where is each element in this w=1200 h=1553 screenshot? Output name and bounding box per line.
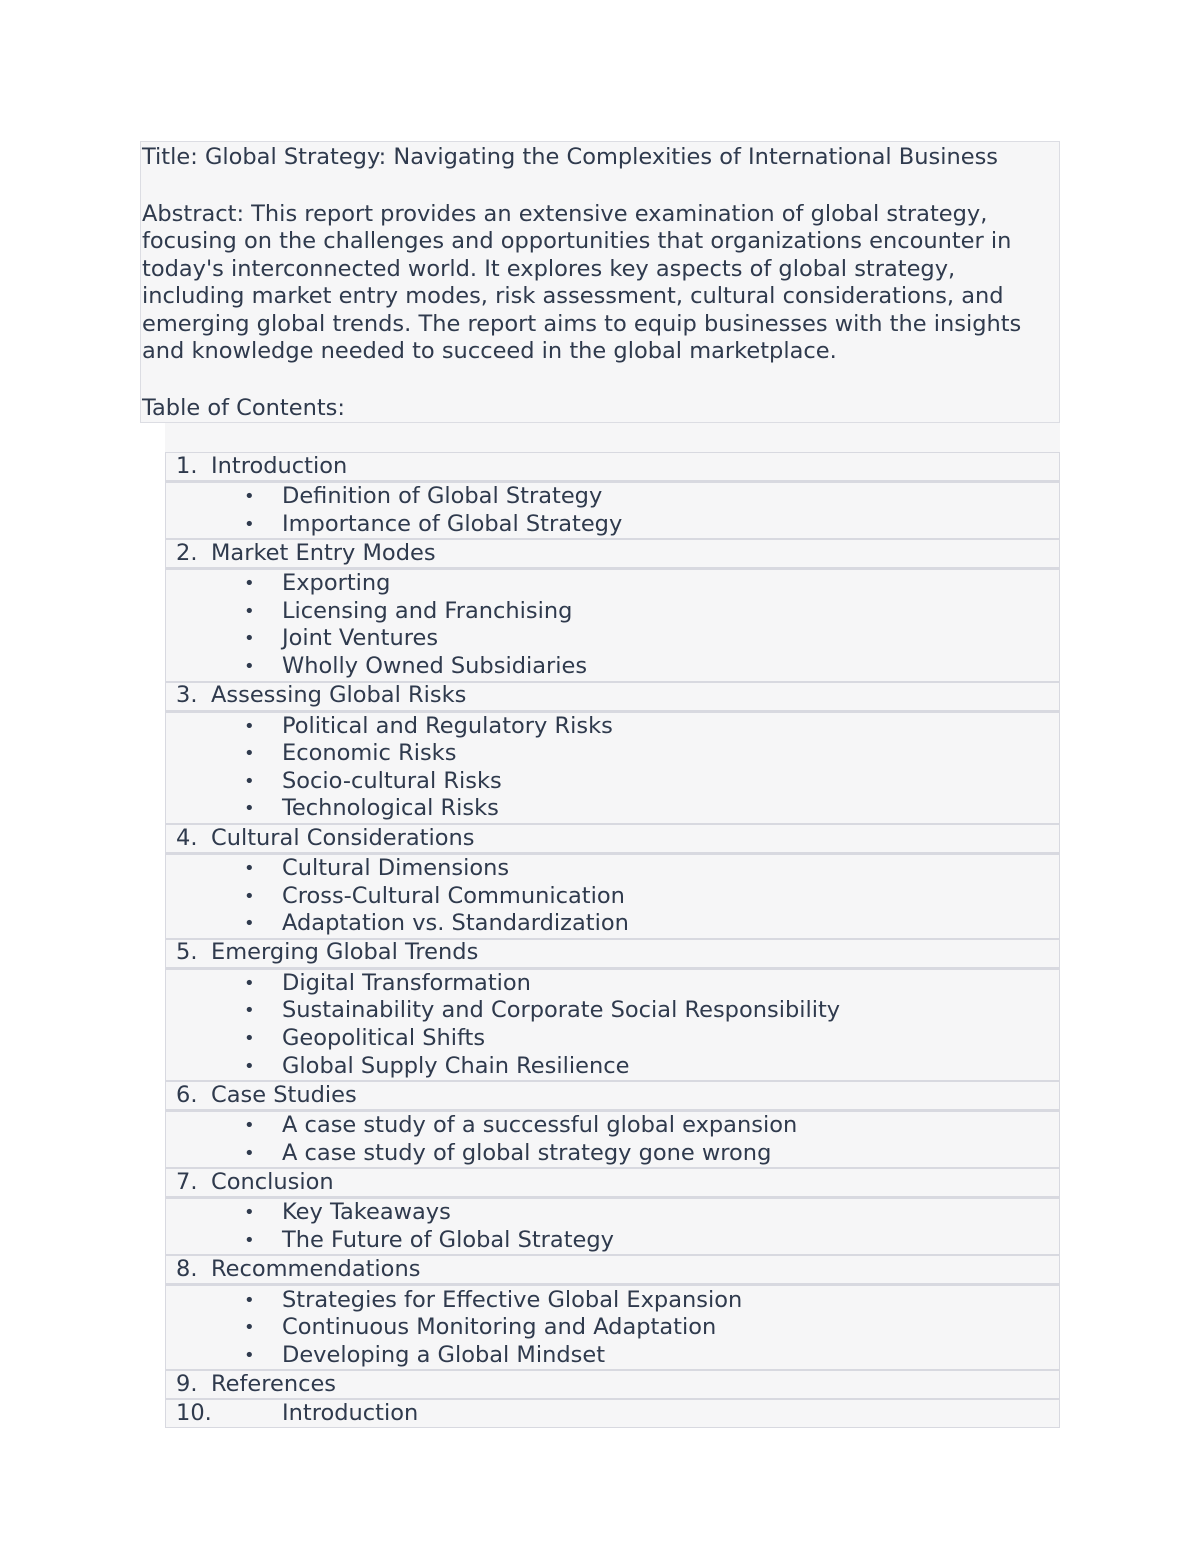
toc-subitem-label: Global Supply Chain Resilience: [282, 1052, 630, 1079]
toc-item-label: Market Entry Modes: [211, 539, 436, 566]
toc-subitem: [166, 883, 1059, 911]
bullet-icon: •: [244, 1202, 255, 1224]
bullet-icon: •: [244, 770, 255, 792]
toc-subitem: [166, 483, 1059, 511]
toc-item-label: Conclusion: [211, 1169, 334, 1196]
document-body: [140, 141, 1060, 1428]
toc-subitem-label: Importance of Global Strategy: [282, 510, 623, 537]
toc-subitem: [166, 1199, 1059, 1227]
toc-subitem-label: Socio-cultural Risks: [282, 767, 502, 794]
toc-subitem: [166, 1342, 1059, 1370]
toc-subitem-label: Adaptation vs. Standardization: [282, 910, 629, 937]
toc-item-label: Case Studies: [211, 1081, 357, 1108]
abstract-paragraph: Abstract: This report provides an extensive examination of global strategy, focusing on the challenges and opportunities that organizations encounter in today's interconnected world. It explores key aspects of global strategy, including market entry modes, risk assessment, cultural considerations, and emerging global trends. The report aims to equip businesses with the insights and knowledge needed to succeed in the global marketplace.: [142, 200, 1022, 364]
toc-item-6: [165, 1081, 1060, 1110]
bullet-icon: •: [244, 913, 255, 935]
toc-item-number: 1.: [176, 452, 198, 479]
toc-item-label: Recommendations: [211, 1256, 421, 1283]
toc-item-5: [165, 939, 1060, 968]
toc-subitem: [166, 1053, 1059, 1081]
toc-subitem-list: [165, 568, 1060, 681]
toc-subitem-label: Strategies for Effective Global Expansion: [282, 1286, 743, 1313]
toc-item-label: Introduction: [282, 1400, 419, 1426]
paragraph-gap: [142, 366, 1059, 395]
bullet-icon: •: [244, 628, 255, 650]
toc-subitem: [166, 1025, 1059, 1053]
toc-item-label: Introduction: [211, 452, 348, 479]
toc-item-10: [165, 1399, 1060, 1428]
toc-subitem-list: [165, 853, 1060, 939]
toc-spacer: [165, 423, 1060, 452]
toc-subitem: [166, 1140, 1059, 1168]
toc-subitem-list: [165, 968, 1060, 1081]
toc-subitem: [166, 1227, 1059, 1255]
toc-item-number: 2.: [176, 539, 198, 566]
toc-subitem-list: [165, 1110, 1060, 1168]
toc-item-number: 5.: [176, 939, 198, 966]
toc-subitem-label: Wholly Owned Subsidiaries: [282, 653, 588, 680]
toc-subitem-label: Digital Transformation: [282, 969, 531, 996]
toc-item-label: Cultural Considerations: [211, 824, 475, 851]
toc-item-number: 8.: [176, 1256, 198, 1283]
toc-subitem: [166, 1112, 1059, 1140]
bullet-icon: •: [244, 513, 255, 535]
toc-subitem-list: [165, 711, 1060, 824]
bullet-icon: •: [244, 1289, 255, 1311]
toc-item-number: 6.: [176, 1081, 198, 1108]
toc-subitem: [166, 740, 1059, 768]
toc-subitem-label: Licensing and Franchising: [282, 597, 573, 624]
toc-item-number: 9.: [176, 1371, 198, 1397]
bullet-icon: •: [244, 798, 255, 820]
toc-subitem-label: Joint Ventures: [282, 625, 439, 652]
table-of-contents: [165, 423, 1060, 1428]
bullet-icon: •: [244, 743, 255, 765]
toc-subitem-label: Continuous Monitoring and Adaptation: [282, 1314, 717, 1341]
toc-subitem-label: Sustainability and Corporate Social Responsibility: [282, 997, 841, 1024]
toc-subitem: [166, 910, 1059, 938]
bullet-icon: •: [244, 1317, 255, 1339]
toc-item-number: 7.: [176, 1169, 198, 1196]
toc-subitem: [166, 1314, 1059, 1342]
toc-subitem: [166, 855, 1059, 883]
toc-subitem: [166, 598, 1059, 626]
toc-item-9: [165, 1370, 1060, 1399]
document-title: Title: Global Strategy: Navigating the Complexities of International Business: [142, 144, 999, 170]
toc-subitem: [166, 795, 1059, 823]
toc-subitem-label: Economic Risks: [282, 740, 457, 767]
toc-item-2: [165, 539, 1060, 568]
toc-heading: Table of Contents:: [142, 394, 345, 421]
toc-subitem-list: [165, 481, 1060, 539]
bullet-icon: •: [244, 600, 255, 622]
toc-subitem-label: The Future of Global Strategy: [282, 1226, 614, 1253]
toc-subitem-label: Cultural Dimensions: [282, 854, 510, 881]
toc-item-number: 4.: [176, 824, 198, 851]
toc-item-label: Emerging Global Trends: [211, 939, 479, 966]
bullet-icon: •: [244, 486, 255, 508]
bullet-icon: •: [244, 857, 255, 879]
toc-item-number: 10.: [176, 1400, 212, 1426]
paragraph-gap: [142, 172, 1059, 201]
bullet-icon: •: [244, 1229, 255, 1251]
toc-subitem-label: Key Takeaways: [282, 1199, 451, 1226]
toc-subitem-label: Definition of Global Strategy: [282, 483, 603, 510]
toc-subitem: [166, 970, 1059, 998]
toc-item-label: Assessing Global Risks: [211, 682, 467, 709]
toc-subitem: [166, 511, 1059, 539]
toc-subitem-label: Exporting: [282, 570, 391, 597]
bullet-icon: •: [244, 885, 255, 907]
toc-item-7: [165, 1168, 1060, 1197]
bullet-icon: •: [244, 656, 255, 678]
toc-subitem-label: Developing a Global Mindset: [282, 1341, 606, 1368]
bullet-icon: •: [244, 573, 255, 595]
bullet-icon: •: [244, 1000, 255, 1022]
toc-subitem-label: A case study of global strategy gone wrong: [282, 1139, 772, 1166]
toc-subitem: [166, 768, 1059, 796]
toc-item-label: References: [211, 1371, 337, 1397]
bullet-icon: •: [244, 715, 255, 737]
toc-item-number: 3.: [176, 682, 198, 709]
toc-subitem: [166, 1286, 1059, 1314]
bullet-icon: •: [244, 1142, 255, 1164]
toc-subitem: [166, 997, 1059, 1025]
intro-block: [140, 141, 1060, 423]
toc-subitem-label: Cross-Cultural Communication: [282, 882, 625, 909]
bullet-icon: •: [244, 1115, 255, 1137]
toc-item-3: [165, 682, 1060, 711]
bullet-icon: •: [244, 1344, 255, 1366]
toc-subitem-list: [165, 1284, 1060, 1370]
toc-subitem-label: Political and Regulatory Risks: [282, 712, 613, 739]
toc-subitem: [166, 713, 1059, 741]
toc-item-1: [165, 452, 1060, 481]
toc-subitem-label: A case study of a successful global expansion: [282, 1112, 798, 1139]
toc-item-8: [165, 1255, 1060, 1284]
bullet-icon: •: [244, 972, 255, 994]
bullet-icon: •: [244, 1055, 255, 1077]
toc-subitem: [166, 653, 1059, 681]
toc-subitem-label: Technological Risks: [282, 795, 499, 822]
toc-subitem: [166, 570, 1059, 598]
toc-subitem-list: [165, 1197, 1060, 1255]
toc-subitem-label: Geopolitical Shifts: [282, 1024, 486, 1051]
toc-item-4: [165, 824, 1060, 853]
bullet-icon: •: [244, 1027, 255, 1049]
toc-subitem: [166, 625, 1059, 653]
